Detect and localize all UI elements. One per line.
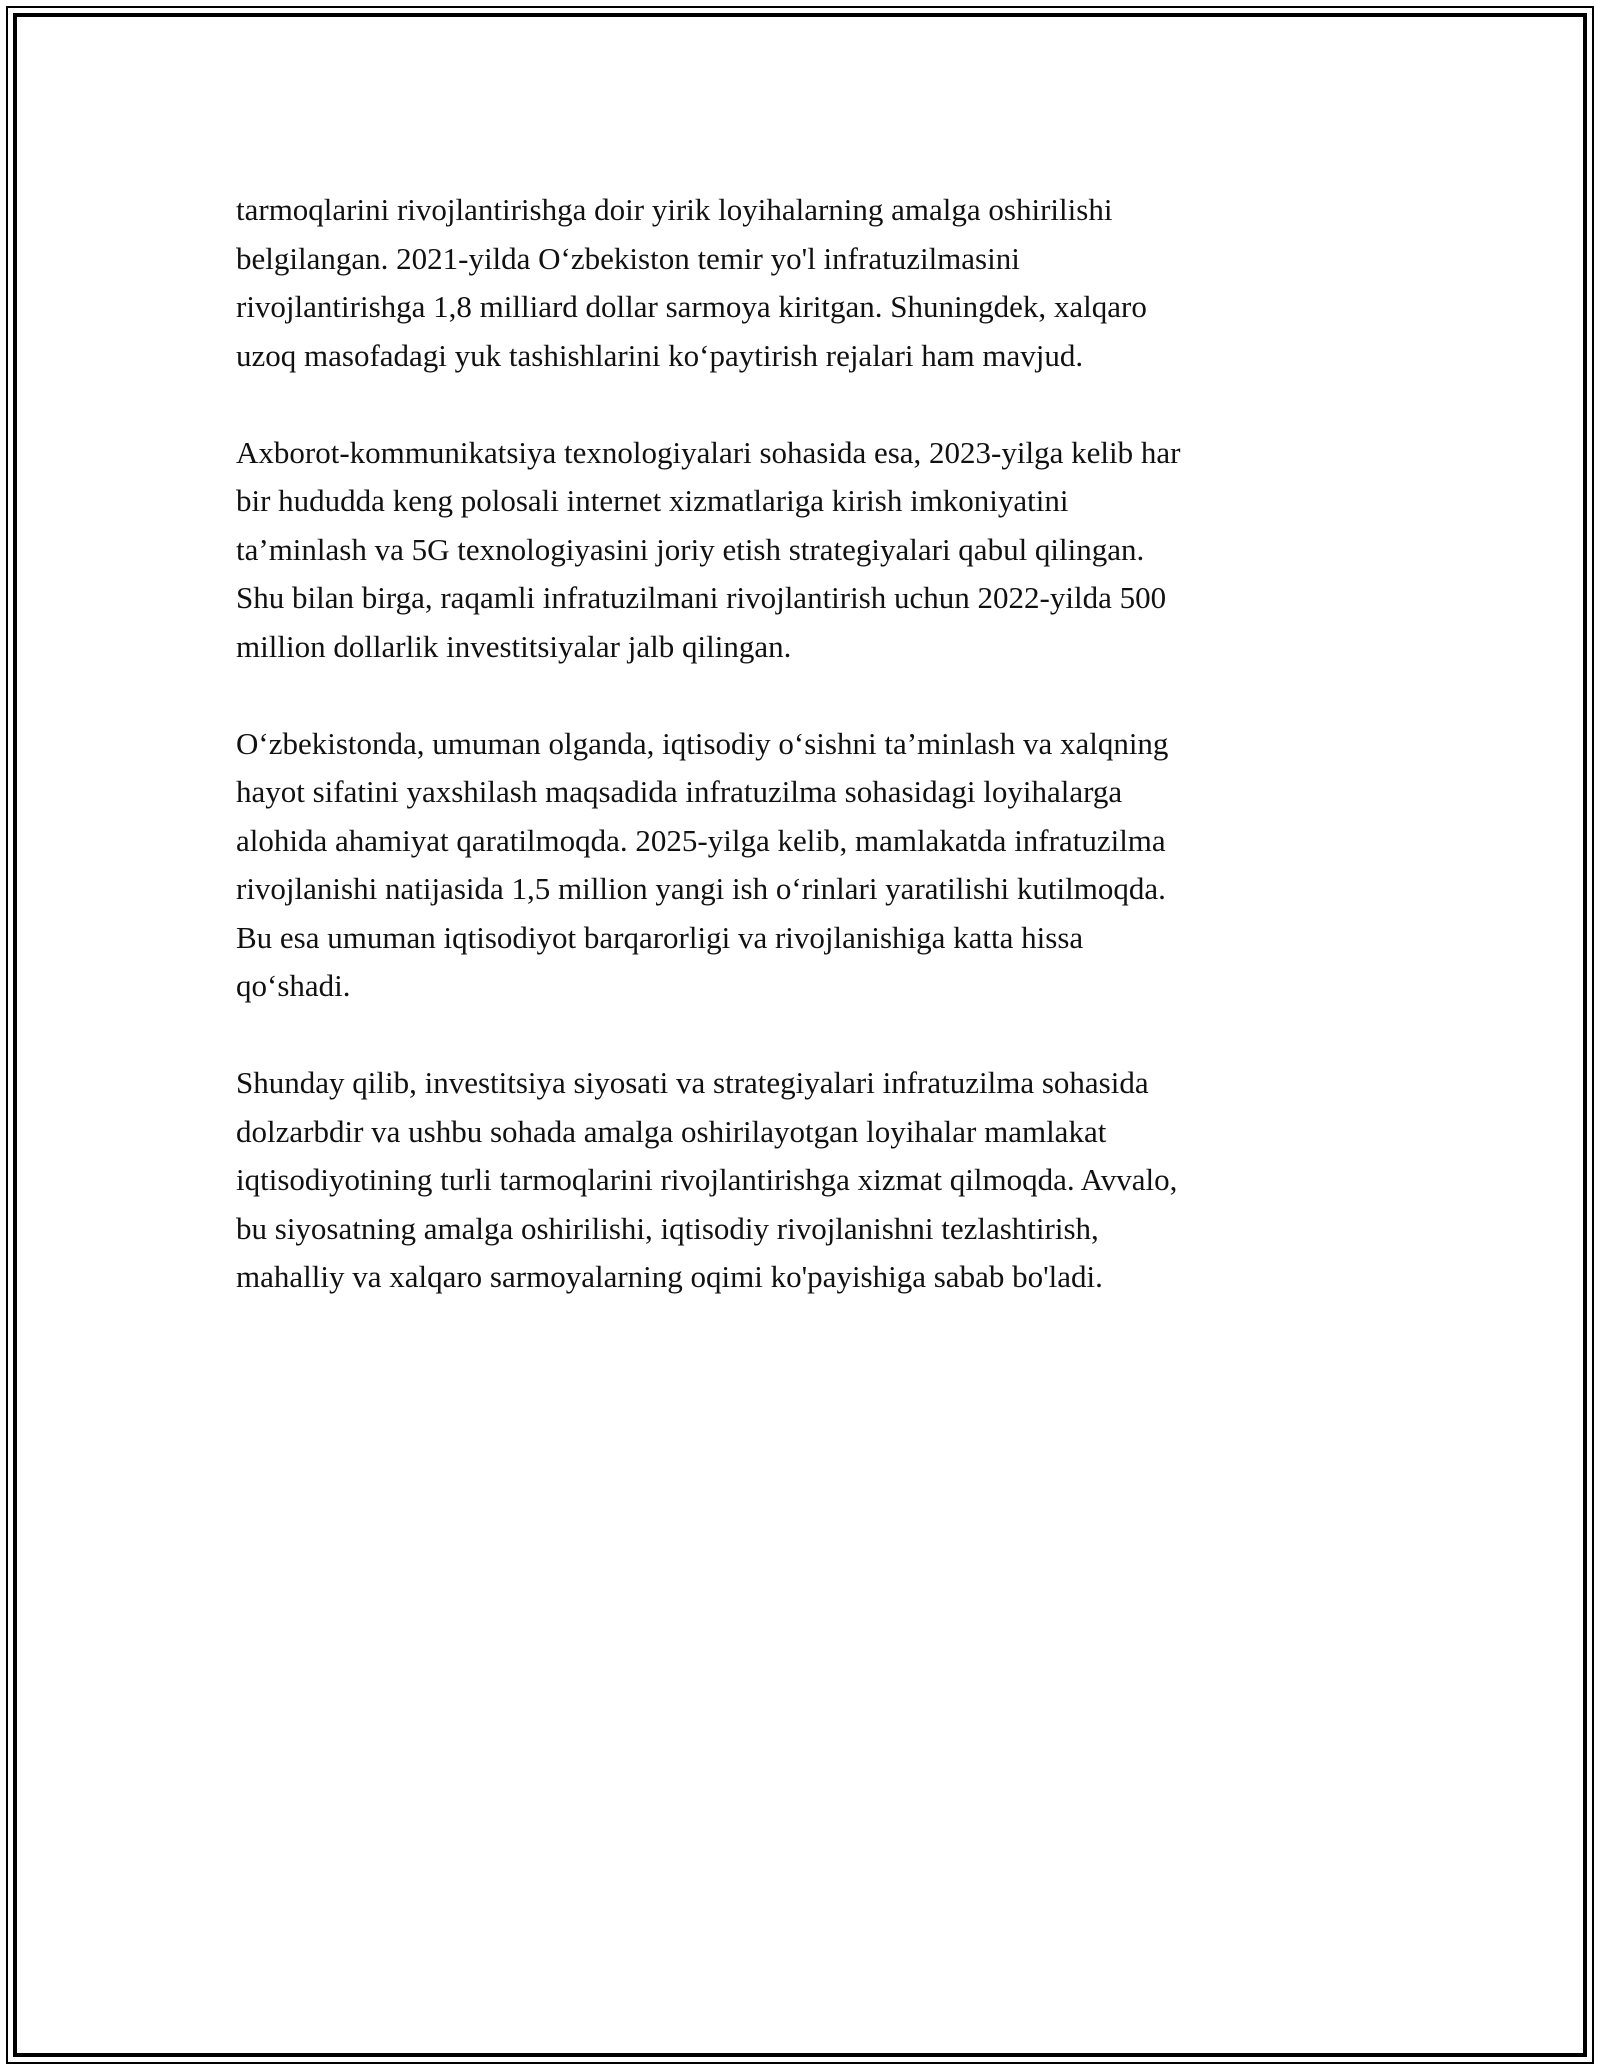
- text-line: ta’minlash va 5G texnologiyasini joriy etish strategiyalari qabul qilingan.: [236, 531, 1145, 567]
- paragraph-1: [236, 186, 1366, 380]
- text-line: belgilangan. 2021-yilda O‘zbekiston temir yo'l infratuzilmasini: [236, 240, 1020, 276]
- text-line: Axborot-kommunikatsiya texnologiyalari sohasida esa, 2023-yilga kelib har: [236, 434, 1181, 470]
- text-line: bu siyosatning amalga oshirilishi, iqtisodiy rivojlanishni tezlashtirish,: [236, 1210, 1099, 1246]
- text-line: bir hududda keng polosali internet xizmatlariga kirish imkoniyatini: [236, 483, 1069, 518]
- paragraph-4: [236, 1059, 1366, 1302]
- text-line: tarmoqlarini rivojlantirishga doir yirik loyihalarning amalga oshirilishi: [236, 192, 1113, 227]
- paragraph-2: [236, 429, 1366, 672]
- text-line: Shunday qilib, investitsiya siyosati va strategiyalari infratuzilma sohasida: [236, 1065, 1149, 1100]
- text-line: qo‘shadi.: [236, 968, 351, 1003]
- text-line: uzoq masofadagi yuk tashishlarini ko‘paytirish rejalari ham mavjud.: [236, 337, 1084, 373]
- paragraph-3: [236, 720, 1366, 1011]
- text-line: O‘zbekistonda, umuman olganda, iqtisodiy o‘sishni ta’minlash va xalqning: [236, 725, 1169, 761]
- text-line: iqtisodiyotining turli tarmoqlarini rivojlantirishga xizmat qilmoqda. Avvalo,: [236, 1162, 1178, 1197]
- text-line: dolzarbdir va ushbu sohada amalga oshirilayotgan loyihalar mamlakat: [236, 1113, 1107, 1149]
- text-line: alohida ahamiyat qaratilmoqda. 2025-yilga kelib, mamlakatda infratuzilma: [236, 822, 1166, 858]
- document-body: [236, 186, 1366, 1350]
- text-line: rivojlanishi natijasida 1,5 million yangi ish o‘rinlari yaratilishi kutilmoqda.: [236, 871, 1166, 906]
- text-line: Shu bilan birga, raqamli infratuzilmani rivojlantirish uchun 2022-yilda 500: [236, 580, 1167, 615]
- text-line: million dollarlik investitsiyalar jalb qilingan.: [236, 628, 792, 664]
- text-line: rivojlantirishga 1,8 milliard dollar sarmoya kiritgan. Shuningdek, xalqaro: [236, 289, 1147, 324]
- text-line: hayot sifatini yaxshilash maqsadida infratuzilma sohasidagi loyihalarga: [236, 774, 1123, 809]
- text-line: mahalliy va xalqaro sarmoyalarning oqimi ko'payishiga sabab bo'ladi.: [236, 1259, 1103, 1294]
- text-line: Bu esa umuman iqtisodiyot barqarorligi va rivojlanishiga katta hissa: [236, 919, 1084, 955]
